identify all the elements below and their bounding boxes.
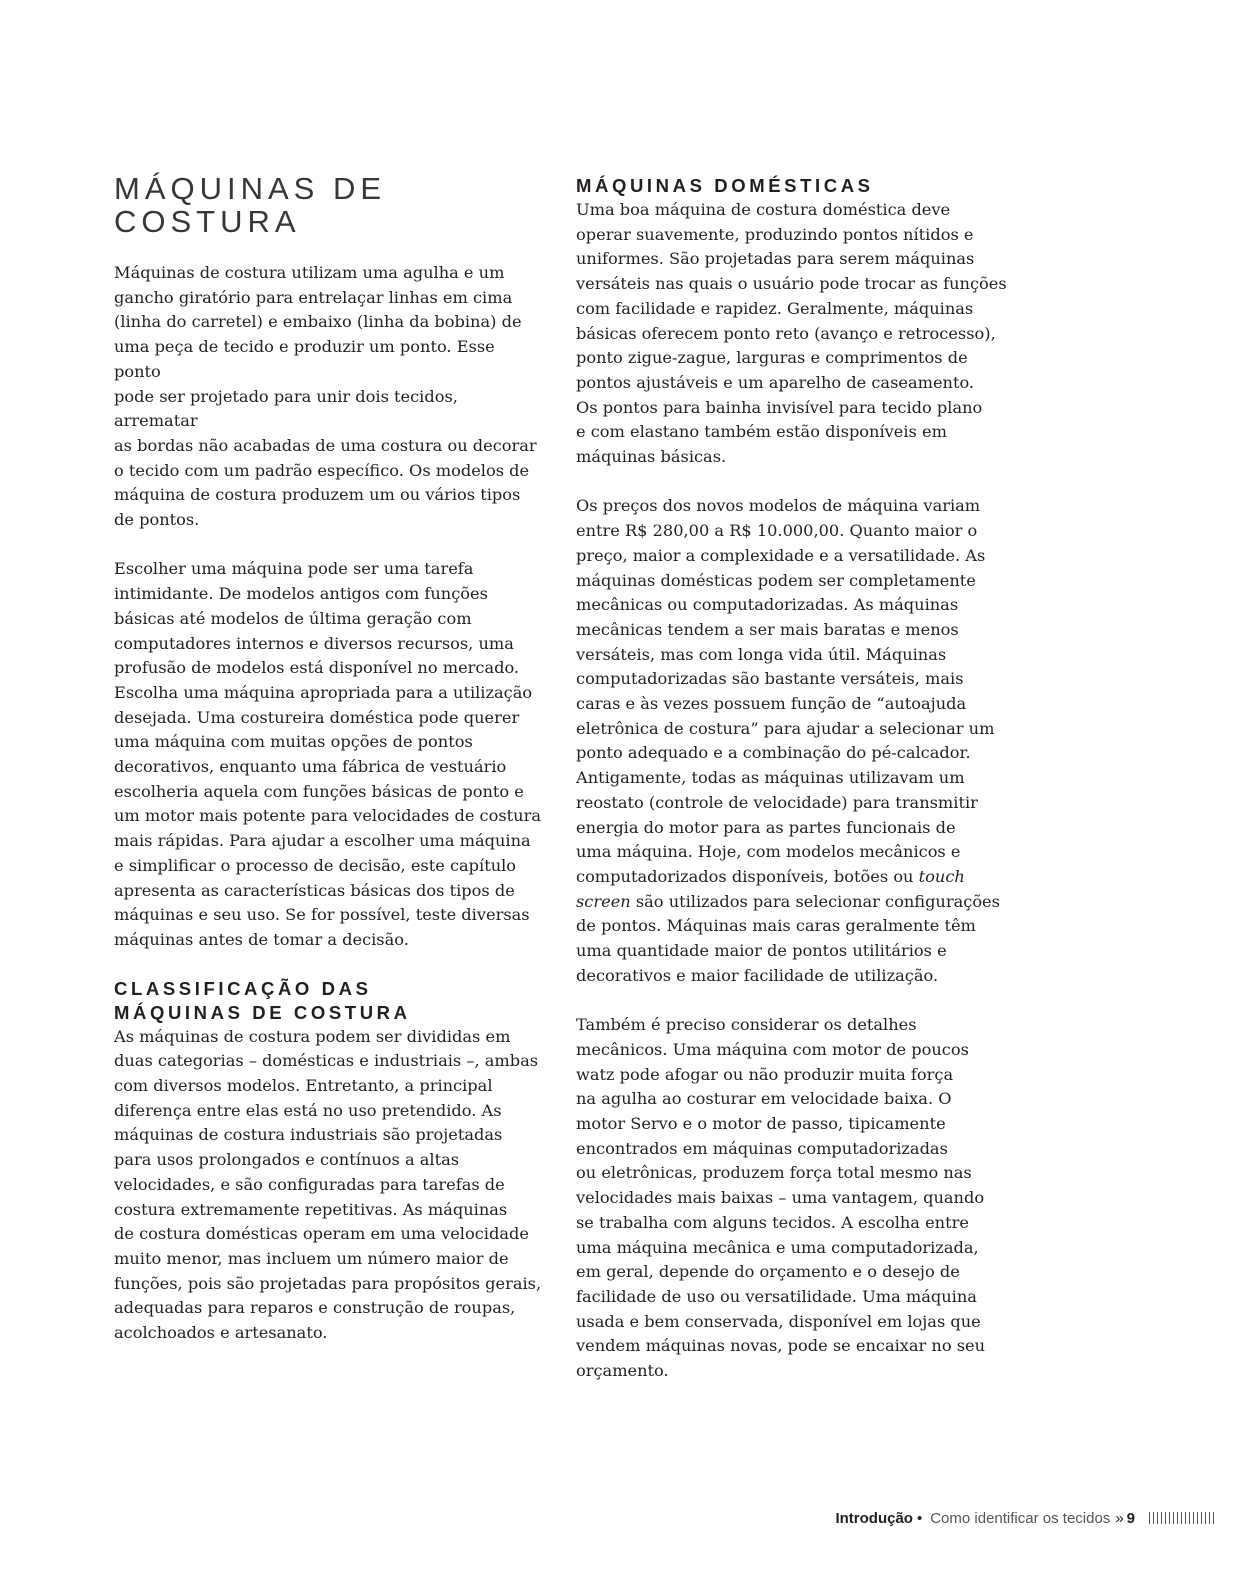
choosing-paragraph: Escolher uma máquina pode ser uma tarefa intimidante. De modelos antigos com funções básicas até modelos de última geração com computadores internos e diversos recursos, uma profusão de modelos está disponível no mercado. Escolha uma máquina apropriada para a utilização desejada. Uma costureira doméstica pode querer uma máquina com muitas opções de pontos decorativos, enquanto uma fábrica de vestuário escolheria aquela com funções básicas de ponto e um motor mais potente para velocidades de costura mais rápidas. Para ajudar a escolher uma máquina e simplificar o processo de decisão, este capítulo apresenta as características básicas dos tipos de máquinas e seu uso. Se for possível, teste diversas máquinas antes de tomar a decisão. bbox=[114, 559, 542, 949]
page-title bbox=[114, 170, 546, 238]
classification-heading-line1: CLASSIFICAÇÃO DAS bbox=[114, 977, 372, 999]
classification-heading bbox=[114, 977, 546, 1025]
prices-paragraph bbox=[576, 494, 1016, 988]
footer-section: Introdução bbox=[835, 1509, 913, 1527]
footer-arrow: » bbox=[1115, 1509, 1124, 1527]
classification-paragraph: As máquinas de costura podem ser divididas em duas categorias – domésticas e industriais –, ambas com diversos modelos. Entretanto, a principal diferença entre elas está no uso pretendido. As máquinas de costura industriais são projetadas para usos prolongados e contínuos a altas velocidades, e são configuradas para tarefas de costura extremamente repetitivas. As máquinas de costura domésticas operam em uma velocidade muito menor, mas incluem um número maior de funções, pois são projetadas para propósitos gerais, adequadas para reparos e construção de roupas, acolchoados e artesanato. bbox=[114, 1026, 542, 1343]
page-footer bbox=[835, 1506, 1215, 1530]
touch-screen-term: touch screen bbox=[576, 866, 965, 911]
domestic-paragraph: Uma boa máquina de costura doméstica deve operar suavemente, produzindo pontos nítidos e uniformes. São projetadas para serem máquinas versáteis nas quais o usuário pode trocar as funções com facilidade e rapidez. Geralmente, máquinas básicas oferecem ponto reto (avanço e retrocesso), ponto zigue-zague, larguras e comprimentos de pontos ajustáveis e um aparelho de caseamento. Os pontos para bainha invisível para tecido plano e com elastano também estão disponíveis em máquinas básicas. bbox=[576, 200, 1007, 467]
prices-text-b: são utilizados para selecionar configurações de pontos. Máquinas mais caras geralmente têm uma quantidade maior de pontos utilitários e decorativos e maior facilidade de utilização. bbox=[576, 891, 1000, 985]
page-title-line1: MÁQUINAS DE bbox=[114, 171, 387, 206]
intro-paragraph: Máquinas de costura utilizam uma agulha e um gancho giratório para entrelaçar linhas em cima (linha do carretel) e embaixo (linha da bobina) de uma peça de tecido e produzir um ponto. Esse ponto pode ser projetado para unir dois tecidos, arrematar as bordas não acabadas de uma costura ou decorar o tecido com um padrão específico. Os modelos de máquina de costura produzem um ou vários tipos de pontos. bbox=[114, 263, 537, 530]
page-number: 9 bbox=[1126, 1509, 1135, 1527]
domestic-machines-heading: MÁQUINAS DOMÉSTICAS bbox=[576, 175, 874, 196]
classification-heading-line2: MÁQUINAS DE COSTURA bbox=[114, 1001, 411, 1023]
right-column bbox=[576, 170, 1016, 1384]
mechanics-paragraph: Também é preciso considerar os detalhes mecânicos. Uma máquina com motor de poucos watz pode afogar ou não produzir muita força na agulha ao costurar em velocidade baixa. O motor Servo e o motor de passo, tipicamente encontrados em máquinas computadorizadas ou eletrônicas, produzem força total mesmo nas velocidades mais baixas – uma vantagem, quando se trabalha com alguns tecidos. A escolha entre uma máquina mecânica e uma computadorizada, em geral, depende do orçamento e o desejo de facilidade de uso ou versatilidade. Uma máquina usada e bem conservada, disponível em lojas que vendem máquinas novas, pode se encaixar no seu orçamento. bbox=[576, 1015, 986, 1381]
prices-text-a: Os preços dos novos modelos de máquina variam entre R$ 280,00 a R$ 10.000,00. Quanto maior o preço, maior a complexidade e a versatilidade. As máquinas domésticas podem ser completamente mecânicas ou computadorizadas. As máquinas mecânicas tendem a ser mais baratas e menos versáteis, mas com longa vida útil. Máquinas computadorizadas são bastante versáteis, mais caras e às vezes possuem função de “autoajuda eletrônica de costura” para ajudar a selecionar um ponto adequado e a combinação do pé-calcador. Antigamente, todas as máquinas utilizavam um reostato (controle de velocidade) para transmitir energia do motor para as partes funcionais de uma máquina. Hoje, com modelos mecânicos e computadorizados disponíveis, botões ou bbox=[576, 496, 995, 886]
footer-chapter: Como identificar os tecidos bbox=[930, 1509, 1111, 1527]
tick-marks-decoration bbox=[1149, 1512, 1215, 1524]
footer-separator: • bbox=[916, 1509, 923, 1527]
page-title-line2: COSTURA bbox=[114, 204, 301, 239]
left-column bbox=[114, 170, 546, 1346]
